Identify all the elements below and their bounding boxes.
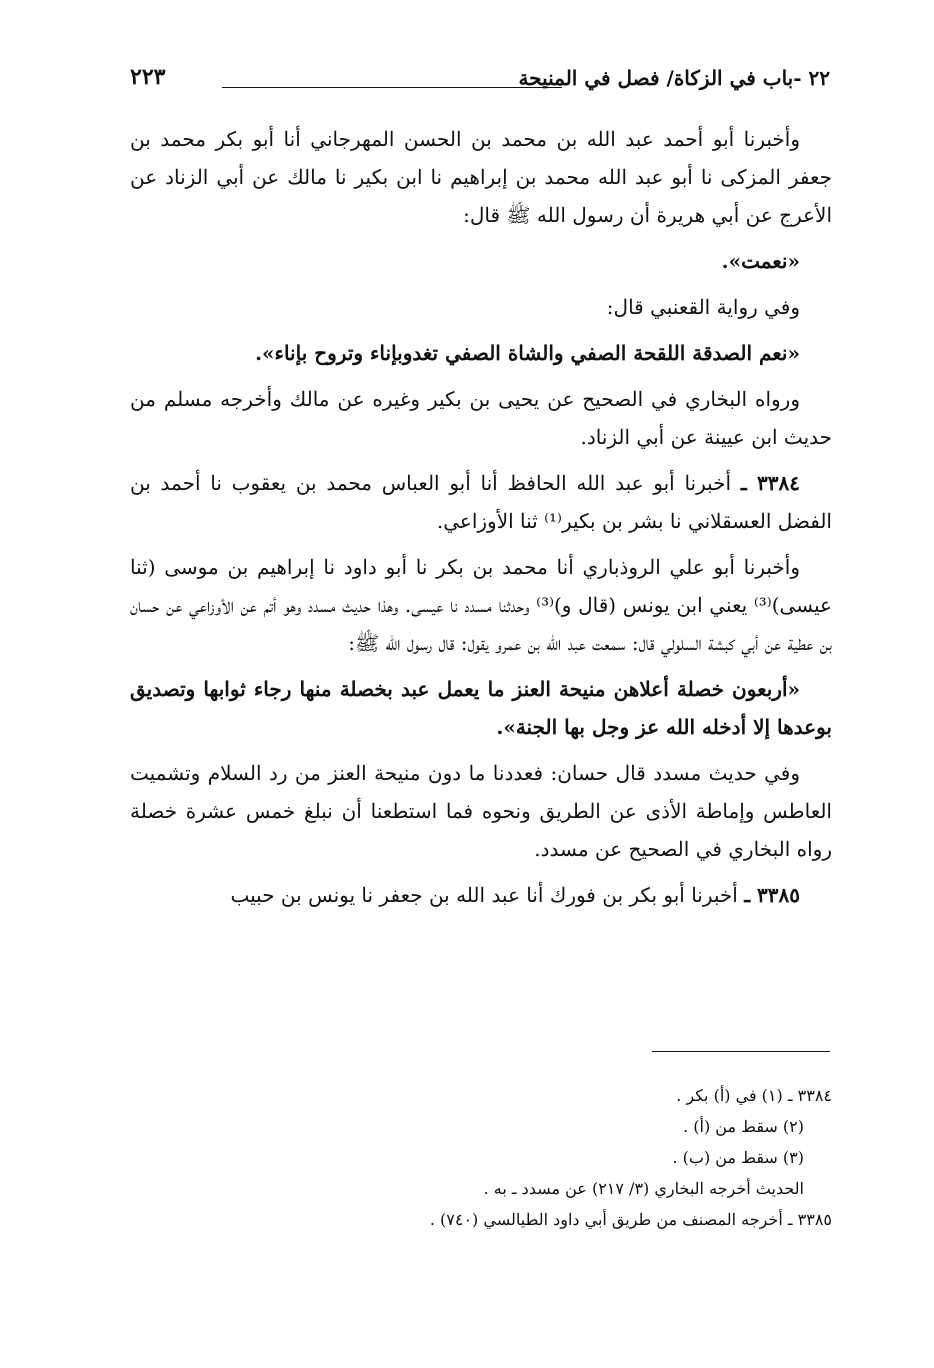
paragraph: وفي رواية القعنبي قال: xyxy=(606,295,800,319)
chapter-title: ٢٢ -باب في الزكاة/ فصل في المنيحة xyxy=(518,66,830,90)
running-header xyxy=(130,60,830,100)
paragraph-text: أخبرنا أبو بكر بن فورك أنا عبد الله بن جعفر نا يونس بن حبيب xyxy=(230,883,738,907)
footnotes xyxy=(130,1080,832,1235)
hadith-number: ٣٣٨٥ ـ xyxy=(744,883,800,907)
paragraph: ورواه البخاري في الصحيح عن يحيى بن بكير وغيره عن مالك وأخرجه مسلم من حديث ابن عيينة عن أبي الزناد. xyxy=(130,387,832,449)
hadith-quote: «أربعون خصلة أعلاهن منيحة العنز ما يعمل عبد بخصلة منها رجاء ثوابها وتصديق بوعدها إلا أدخله الله عز وجل بها الجنة». xyxy=(130,677,832,739)
numbered-paragraph xyxy=(130,464,832,540)
footnote: ٣٣٨٤ ـ (١) في (أ) بكر . xyxy=(676,1086,832,1105)
hadith-quote: «نعم الصدقة اللقحة الصفي والشاة الصفي تغدوبإناء وتروح بإناء». xyxy=(255,341,800,365)
paragraph: وفي حديث مسدد قال حسان: فعددنا ما دون منيحة العنز من رد السلام وتشميت العاطس وإماطة الأذى عن الطريق ونحوه فما استطعنا أن نبلغ خمس عشرة خصلة رواه البخاري في الصحيح عن مسدد. xyxy=(130,761,832,861)
paragraph-text: أخبرنا أبو عبد الله الحافظ أنا أبو العباس محمد بن يعقوب نا أحمد بن الفضل العسقلاني نا بشر بن بكير⁽¹⁾ ثنا الأوزاعي. xyxy=(130,471,832,533)
hadith-number: ٣٣٨٤ ـ xyxy=(740,471,801,495)
main-text xyxy=(130,120,832,922)
hadith-quote: «نعمت». xyxy=(721,249,800,273)
footnote: (٣) سقط من (ب) . xyxy=(672,1148,804,1167)
paragraph: وأخبرنا أبو علي الروذباري أنا محمد بن بكر نا أبو داود نا إبراهيم بن موسى (ثنا عيسى)⁽³⁾ يعني ابن يونس (قال و)⁽³⁾ وحدثنا مسدد نا عيسى. وهذا حديث مسدد وهو أتم عن الأوزاعي عن حسان بن عطية عن أبي كبشة السلولي قال: سمعت عبد الله بن عمرو يقول: قال رسول الله ﷺ: xyxy=(130,555,832,655)
page-number: ٢٢٣ xyxy=(130,64,166,90)
footnote: ٣٣٨٥ ـ أخرجه المصنف من طريق أبي داود الطيالسي (٧٤٠) . xyxy=(429,1210,832,1229)
footnote: الحديث أخرجه البخاري (٣/ ٢١٧) عن مسدد ـ به . xyxy=(483,1179,804,1198)
paragraph: وأخبرنا أبو أحمد عبد الله بن محمد بن الحسن المهرجاني أنا أبو بكر محمد بن جعفر المزكى نا أبو عبد الله محمد بن إبراهيم نا ابن بكير نا مالك عن أبي الزناد عن الأعرج عن أبي هريرة أن رسول الله ﷺ قال: xyxy=(130,127,832,227)
footnote: (٢) سقط من (أ) . xyxy=(683,1117,804,1136)
numbered-paragraph xyxy=(130,876,832,914)
footnote-separator xyxy=(652,1051,830,1052)
header-rule xyxy=(222,87,562,88)
